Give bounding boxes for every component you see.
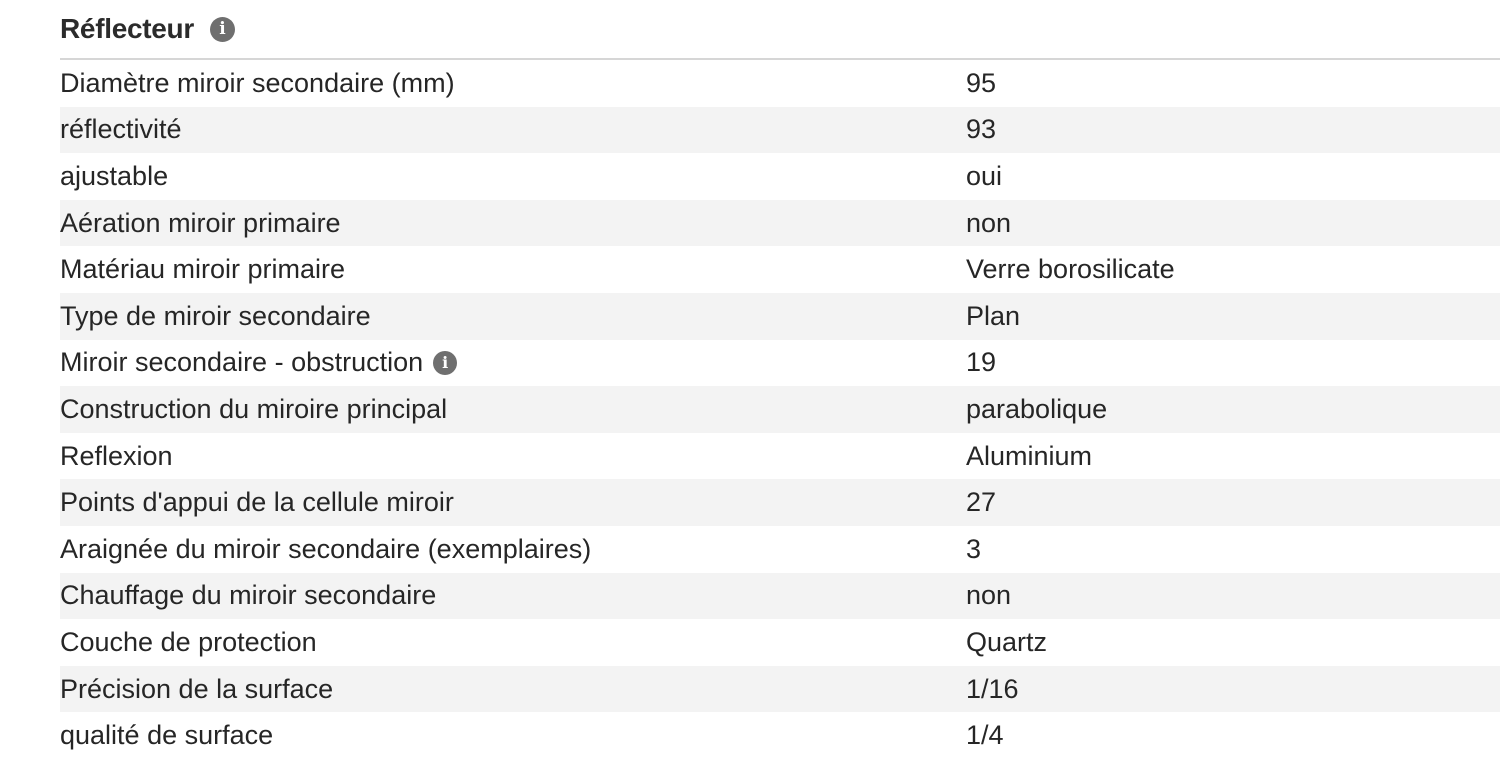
spec-label: Points d'appui de la cellule miroir [60,487,454,518]
table-row [60,573,1500,620]
spec-label: réflectivité [60,114,182,145]
spec-value: 3 [966,533,982,564]
spec-label: Diamètre miroir secondaire (mm) [60,67,455,98]
spec-label: qualité de surface [60,720,274,751]
spec-label: Construction du miroire principal [60,393,448,424]
table-row [60,433,1500,480]
table-row [60,526,1500,573]
spec-value: parabolique [966,393,1108,424]
spec-value: non [966,207,1012,238]
table-row [60,246,1500,293]
spec-label-text: Miroir secondaire - obstruction [60,347,424,378]
info-icon[interactable]: i [433,351,457,375]
spec-value: oui [966,160,1003,191]
section-title: Réflecteur [60,13,194,44]
spec-value: Aluminium [966,440,1093,471]
table-row [60,666,1500,713]
spec-value: 95 [966,67,997,98]
table-row [60,60,1500,107]
table-row [60,386,1500,433]
spec-label: Type de miroir secondaire [60,300,371,331]
spec-label: Précision de la surface [60,673,334,704]
spec-table [60,60,1500,759]
table-row [60,712,1500,759]
spec-label: Reflexion [60,440,173,471]
spec-value: 1/4 [966,720,1004,751]
spec-value: Plan [966,300,1021,331]
table-row [60,153,1500,200]
spec-value: 27 [966,487,997,518]
table-row [60,619,1500,666]
spec-value: Quartz [966,626,1048,657]
spec-value: Verre borosilicate [966,254,1175,285]
info-icon[interactable]: i [210,17,235,42]
spec-label-with-info [60,347,966,378]
reflector-section [60,0,1500,759]
table-row [60,107,1500,154]
spec-label: Chauffage du miroir secondaire [60,580,437,611]
spec-value: 1/16 [966,673,1019,704]
spec-label: Couche de protection [60,626,317,657]
table-row [60,293,1500,340]
spec-label: Aération miroir primaire [60,207,341,238]
table-row [60,200,1500,247]
section-header [60,0,1500,60]
spec-label: ajustable [60,160,169,191]
table-row [60,479,1500,526]
table-row [60,340,1500,387]
spec-label: Matériau miroir primaire [60,254,346,285]
spec-label: Araignée du miroir secondaire (exemplaires) [60,533,592,564]
spec-value: 19 [966,347,997,378]
spec-value: 93 [966,114,997,145]
spec-value: non [966,580,1012,611]
